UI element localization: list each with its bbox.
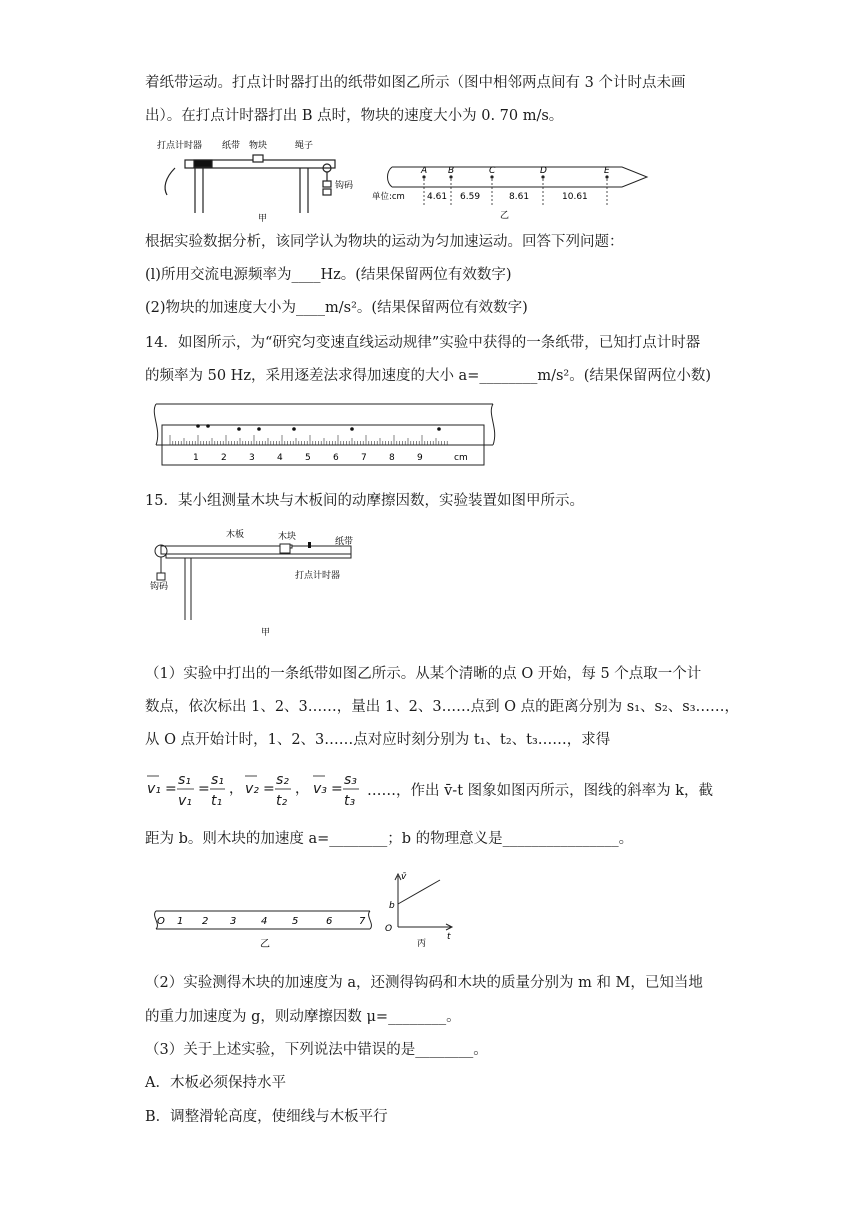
question-15: 15．某小组测量木块与木板间的动摩擦因数，实验装置如图甲所示。 bbox=[145, 493, 584, 509]
formula-tail: ……，作出 v̄-t 图象如图丙所示，图线的斜率为 k，截 bbox=[367, 783, 714, 799]
ruler-tick-8: 8 bbox=[389, 453, 395, 463]
tape-point-1: 1 bbox=[177, 916, 184, 927]
label-rope: 绳子 bbox=[295, 141, 314, 151]
figure-tape-o7 bbox=[148, 905, 378, 951]
label-paper-tape: 纸带 bbox=[335, 537, 354, 547]
ruler-tick-9: 9 bbox=[417, 453, 423, 463]
point-c: C bbox=[489, 166, 496, 176]
graph-xlabel: t bbox=[447, 932, 451, 942]
question-14-line-2: 的频率为 50 Hz，采用逐差法求得加速度的大小 a=________m/s²。(结果保留两位小数) bbox=[145, 368, 712, 384]
point-e: E bbox=[604, 166, 610, 176]
tape-point-o: O bbox=[157, 916, 165, 927]
t3-den: t₃ bbox=[344, 793, 356, 809]
ruler-unit: cm bbox=[454, 453, 468, 463]
label-board: 木板 bbox=[226, 530, 245, 540]
figure-friction-apparatus bbox=[148, 525, 373, 640]
option-b: B．调整滑轮高度，使细线与木板平行 bbox=[145, 1109, 388, 1125]
question-15-1-line-4: 距为 b。则木块的加速度 a=________；b 的物理意义是________________。 bbox=[145, 831, 634, 847]
v2-label: v₂ bbox=[245, 781, 259, 797]
question-2: (2)物块的加速度大小为____m/s²。(结果保留两位有效数字) bbox=[145, 300, 528, 316]
option-a: A．木板必须保持水平 bbox=[145, 1075, 286, 1091]
caption-yi: 乙 bbox=[500, 211, 510, 221]
label-timer: 打点计时器 bbox=[157, 141, 203, 151]
ruler-tick-4: 4 bbox=[277, 453, 283, 463]
point-a: A bbox=[421, 166, 428, 176]
tape-point-3: 3 bbox=[230, 916, 237, 927]
unit-label: 单位:cm bbox=[372, 192, 405, 202]
point-b: B bbox=[448, 166, 455, 176]
figure-ruler-tape bbox=[148, 399, 498, 469]
segment-bc: 6.59 bbox=[460, 192, 481, 202]
tape-point-4: 4 bbox=[261, 916, 268, 927]
figure-vt-graph bbox=[383, 870, 458, 950]
graph-ylabel: v̄ bbox=[401, 872, 407, 882]
velocity-formula bbox=[145, 766, 725, 812]
t2-den: t₂ bbox=[276, 793, 288, 809]
svg-text:=: = bbox=[331, 781, 343, 797]
svg-text:=: = bbox=[198, 781, 210, 797]
tape-point-6: 6 bbox=[326, 916, 333, 927]
caption-yi-15: 乙 bbox=[260, 939, 270, 950]
label-ticker-timer: 打点计时器 bbox=[295, 571, 341, 581]
segment-ab: 4.61 bbox=[427, 192, 448, 202]
s3-num: s₃ bbox=[344, 772, 357, 788]
ruler-tick-2: 2 bbox=[221, 453, 227, 463]
point-d: D bbox=[540, 166, 547, 176]
ruler-tick-5: 5 bbox=[305, 453, 311, 463]
svg-text:，: ， bbox=[229, 781, 243, 797]
question-15-2-line-1: （2）实验测得木块的加速度为 a，还测得钩码和木块的质量分别为 m 和 M，已知当地 bbox=[145, 975, 703, 991]
label-block: 物块 bbox=[249, 141, 268, 151]
figure-tape-ae bbox=[372, 162, 654, 222]
tape-point-7: 7 bbox=[359, 916, 366, 927]
s2-num: s₂ bbox=[276, 772, 289, 788]
ruler-tick-7: 7 bbox=[361, 453, 367, 463]
v3-label: v₃ bbox=[313, 781, 327, 797]
caption-bing: 丙 bbox=[417, 939, 427, 949]
s1-num: s₁ bbox=[178, 772, 191, 788]
ruler-tick-3: 3 bbox=[249, 453, 255, 463]
svg-text:=: = bbox=[165, 781, 177, 797]
label-wood-block: 木块 bbox=[278, 532, 297, 542]
s1-num-b: s₁ bbox=[211, 772, 224, 788]
paragraph-line-2: 出）。在打点计时器打出 B 点时，物块的速度大小为 0. 70 m/s。 bbox=[145, 108, 564, 124]
caption-jia: 甲 bbox=[258, 214, 268, 224]
label-hook-weight: 钩码 bbox=[150, 582, 169, 592]
tape-point-5: 5 bbox=[292, 916, 299, 927]
ruler-tick-1: 1 bbox=[193, 453, 199, 463]
label-weight: 钩码 bbox=[335, 181, 354, 191]
question-14-line-1: 14．如图所示，为“研究匀变速直线运动规律”实验中获得的一条纸带，已知打点计时器 bbox=[145, 335, 701, 351]
ruler-tick-6: 6 bbox=[333, 453, 339, 463]
tape-point-2: 2 bbox=[202, 916, 209, 927]
graph-intercept: b bbox=[389, 901, 395, 911]
paragraph-line-3: 根据实验数据分析，该同学认为物块的运动为匀加速运动。回答下列问题： bbox=[145, 234, 624, 250]
t1-den: t₁ bbox=[211, 793, 223, 809]
v1-label: v₁ bbox=[147, 781, 161, 797]
graph-origin: O bbox=[385, 924, 393, 934]
caption-jia-15: 甲 bbox=[261, 628, 271, 638]
svg-text:，: ， bbox=[295, 781, 309, 797]
svg-text:=: = bbox=[263, 781, 275, 797]
paragraph-line-1: 着纸带运动。打点计时器打出的纸带如图乙所示（图中相邻两点间有 3 个计时点未画 bbox=[145, 75, 686, 91]
v1-den: v₁ bbox=[178, 793, 192, 809]
segment-de: 10.61 bbox=[562, 192, 588, 202]
question-15-1-line-2: 数点，依次标出 1、2、3……，量出 1、2、3……点到 O 点的距离分别为 s₁、s₂、s₃……， bbox=[145, 699, 740, 715]
question-1: (l)所用交流电源频率为____Hz。(结果保留两位有效数字) bbox=[145, 267, 512, 283]
question-15-3: （3）关于上述实验，下列说法中错误的是________。 bbox=[145, 1042, 488, 1058]
segment-cd: 8.61 bbox=[509, 192, 530, 202]
label-tape: 纸带 bbox=[222, 141, 241, 151]
question-15-2-line-2: 的重力加速度为 g，则动摩擦因数 μ=________。 bbox=[145, 1009, 461, 1025]
question-15-1-line-3: 从 O 点开始计时，1、2、3……点对应时刻分别为 t₁、t₂、t₃……，求得 bbox=[145, 732, 611, 748]
figure-apparatus bbox=[155, 133, 355, 225]
question-15-1-line-1: （1）实验中打出的一条纸带如图乙所示。从某个清晰的点 O 开始，每 5 个点取一个计 bbox=[145, 666, 702, 682]
